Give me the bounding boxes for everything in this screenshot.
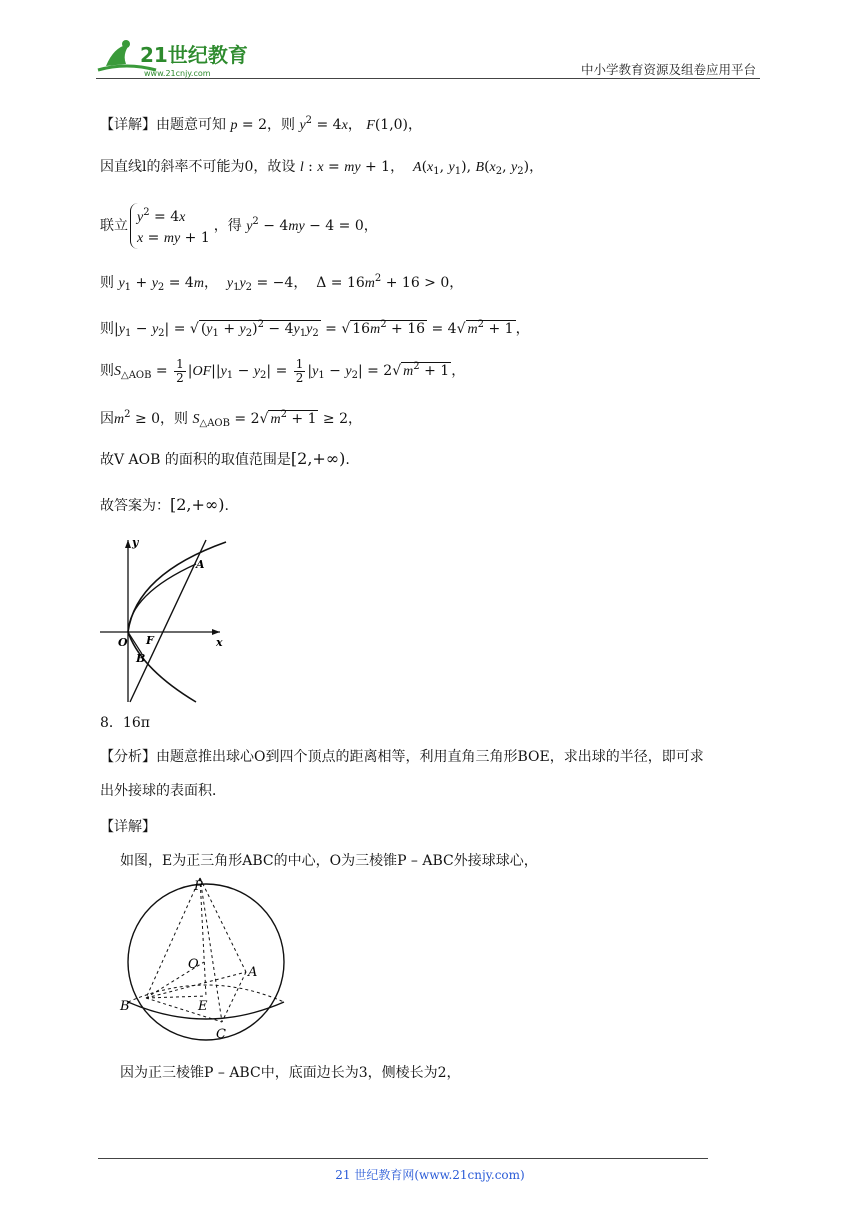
label-A: A bbox=[196, 558, 205, 571]
site-logo bbox=[96, 36, 266, 80]
q8-last-line: 因为正三棱锥P – ABC中，底面边长为3，侧棱长为2， bbox=[120, 1065, 461, 1081]
q8-detail-line: 如图，E为正三角形ABC的中心，O为三棱锥P – ABC外接球球心， bbox=[120, 853, 538, 869]
logo-runner-icon bbox=[96, 36, 266, 80]
label-E: E bbox=[198, 999, 208, 1014]
q8-detail-label: 【详解】 bbox=[100, 819, 156, 835]
parabola-figure bbox=[96, 534, 236, 704]
footer-divider bbox=[98, 1158, 708, 1159]
solution-line-1: 【详解】由题意可知 p = 2，则 $y^2 = 4x$， F(1,0)， bbox=[100, 115, 423, 133]
label-C: C bbox=[216, 1027, 226, 1042]
logo-text: 21世纪教育 bbox=[140, 43, 248, 67]
solution-line-4: 则 $y_1 + y_2 = 4m$， $y_1y_2 = -4$， $\Delta = 16m^2 + 16 > 0$， bbox=[100, 273, 464, 293]
sphere-pyramid-figure bbox=[116, 876, 296, 1046]
label-B2: B bbox=[120, 999, 130, 1014]
logo-url: www.21cnjy.com bbox=[144, 69, 211, 78]
q8-analysis-cont: 出外接球的表面积． bbox=[100, 783, 226, 799]
header-divider bbox=[96, 78, 760, 79]
label-O2: O bbox=[188, 957, 199, 972]
solution-line-5: 则$|y_1 - y_2|$ = √ $(y_1 + y_2)^2 - 4y_1y_2$ = √ $16m^2 + 16 = 4√$ $m^2 + 1$ ， bbox=[100, 319, 530, 339]
label-P: P bbox=[194, 879, 203, 894]
footer-site-link[interactable]: 21 世纪教育网(www.21cnjy.com) bbox=[335, 1168, 525, 1182]
label-O: O bbox=[118, 636, 128, 649]
label-F: F bbox=[146, 634, 154, 647]
detail-label: 【详解】由题意可知 bbox=[100, 117, 226, 133]
label-A2: A bbox=[248, 965, 258, 980]
q8-analysis: 【分析】由题意推出球心O到四个顶点的距离相等，利用直角三角形BOE，求出球的半径，即可求 bbox=[100, 749, 704, 765]
solution-line-6: 则$S_{\triangle AOB}$ = $\frac{1}{2}$ $|OF||y_1 - y_2|$ = $\frac{1}{2}$ $|y_1 - y_2| = 2√$ $m^2 + 1$ ， bbox=[100, 356, 466, 385]
header-platform-name: 中小学教育资源及组卷应用平台 bbox=[580, 62, 756, 77]
solution-line-7: 因$m^2 \ge 0$，则 $S_{\triangle AOB} = 2√$ $m^2 + 1 \ge 2$， bbox=[100, 409, 363, 429]
label-B: B bbox=[136, 652, 146, 665]
solution-line-9: 故答案为：[2,+∞). bbox=[100, 495, 229, 514]
solution-line-2: 因直线l的斜率不可能为0，故设 l : x = my + 1， $A(x_1$, $y_1$), $B(x_2$, $y_2$)， bbox=[100, 159, 544, 177]
label-x: x bbox=[216, 636, 223, 649]
q8-answer: 8．16π bbox=[100, 715, 150, 731]
solution-line-3: 联立$y^2 = 4x$ x = my + 1，得 $y^2 - 4my - 4 = 0$， bbox=[100, 200, 378, 249]
solution-line-8: 故V AOB 的面积的取值范围是[2,+∞). bbox=[100, 449, 350, 468]
label-y: y bbox=[132, 536, 139, 549]
